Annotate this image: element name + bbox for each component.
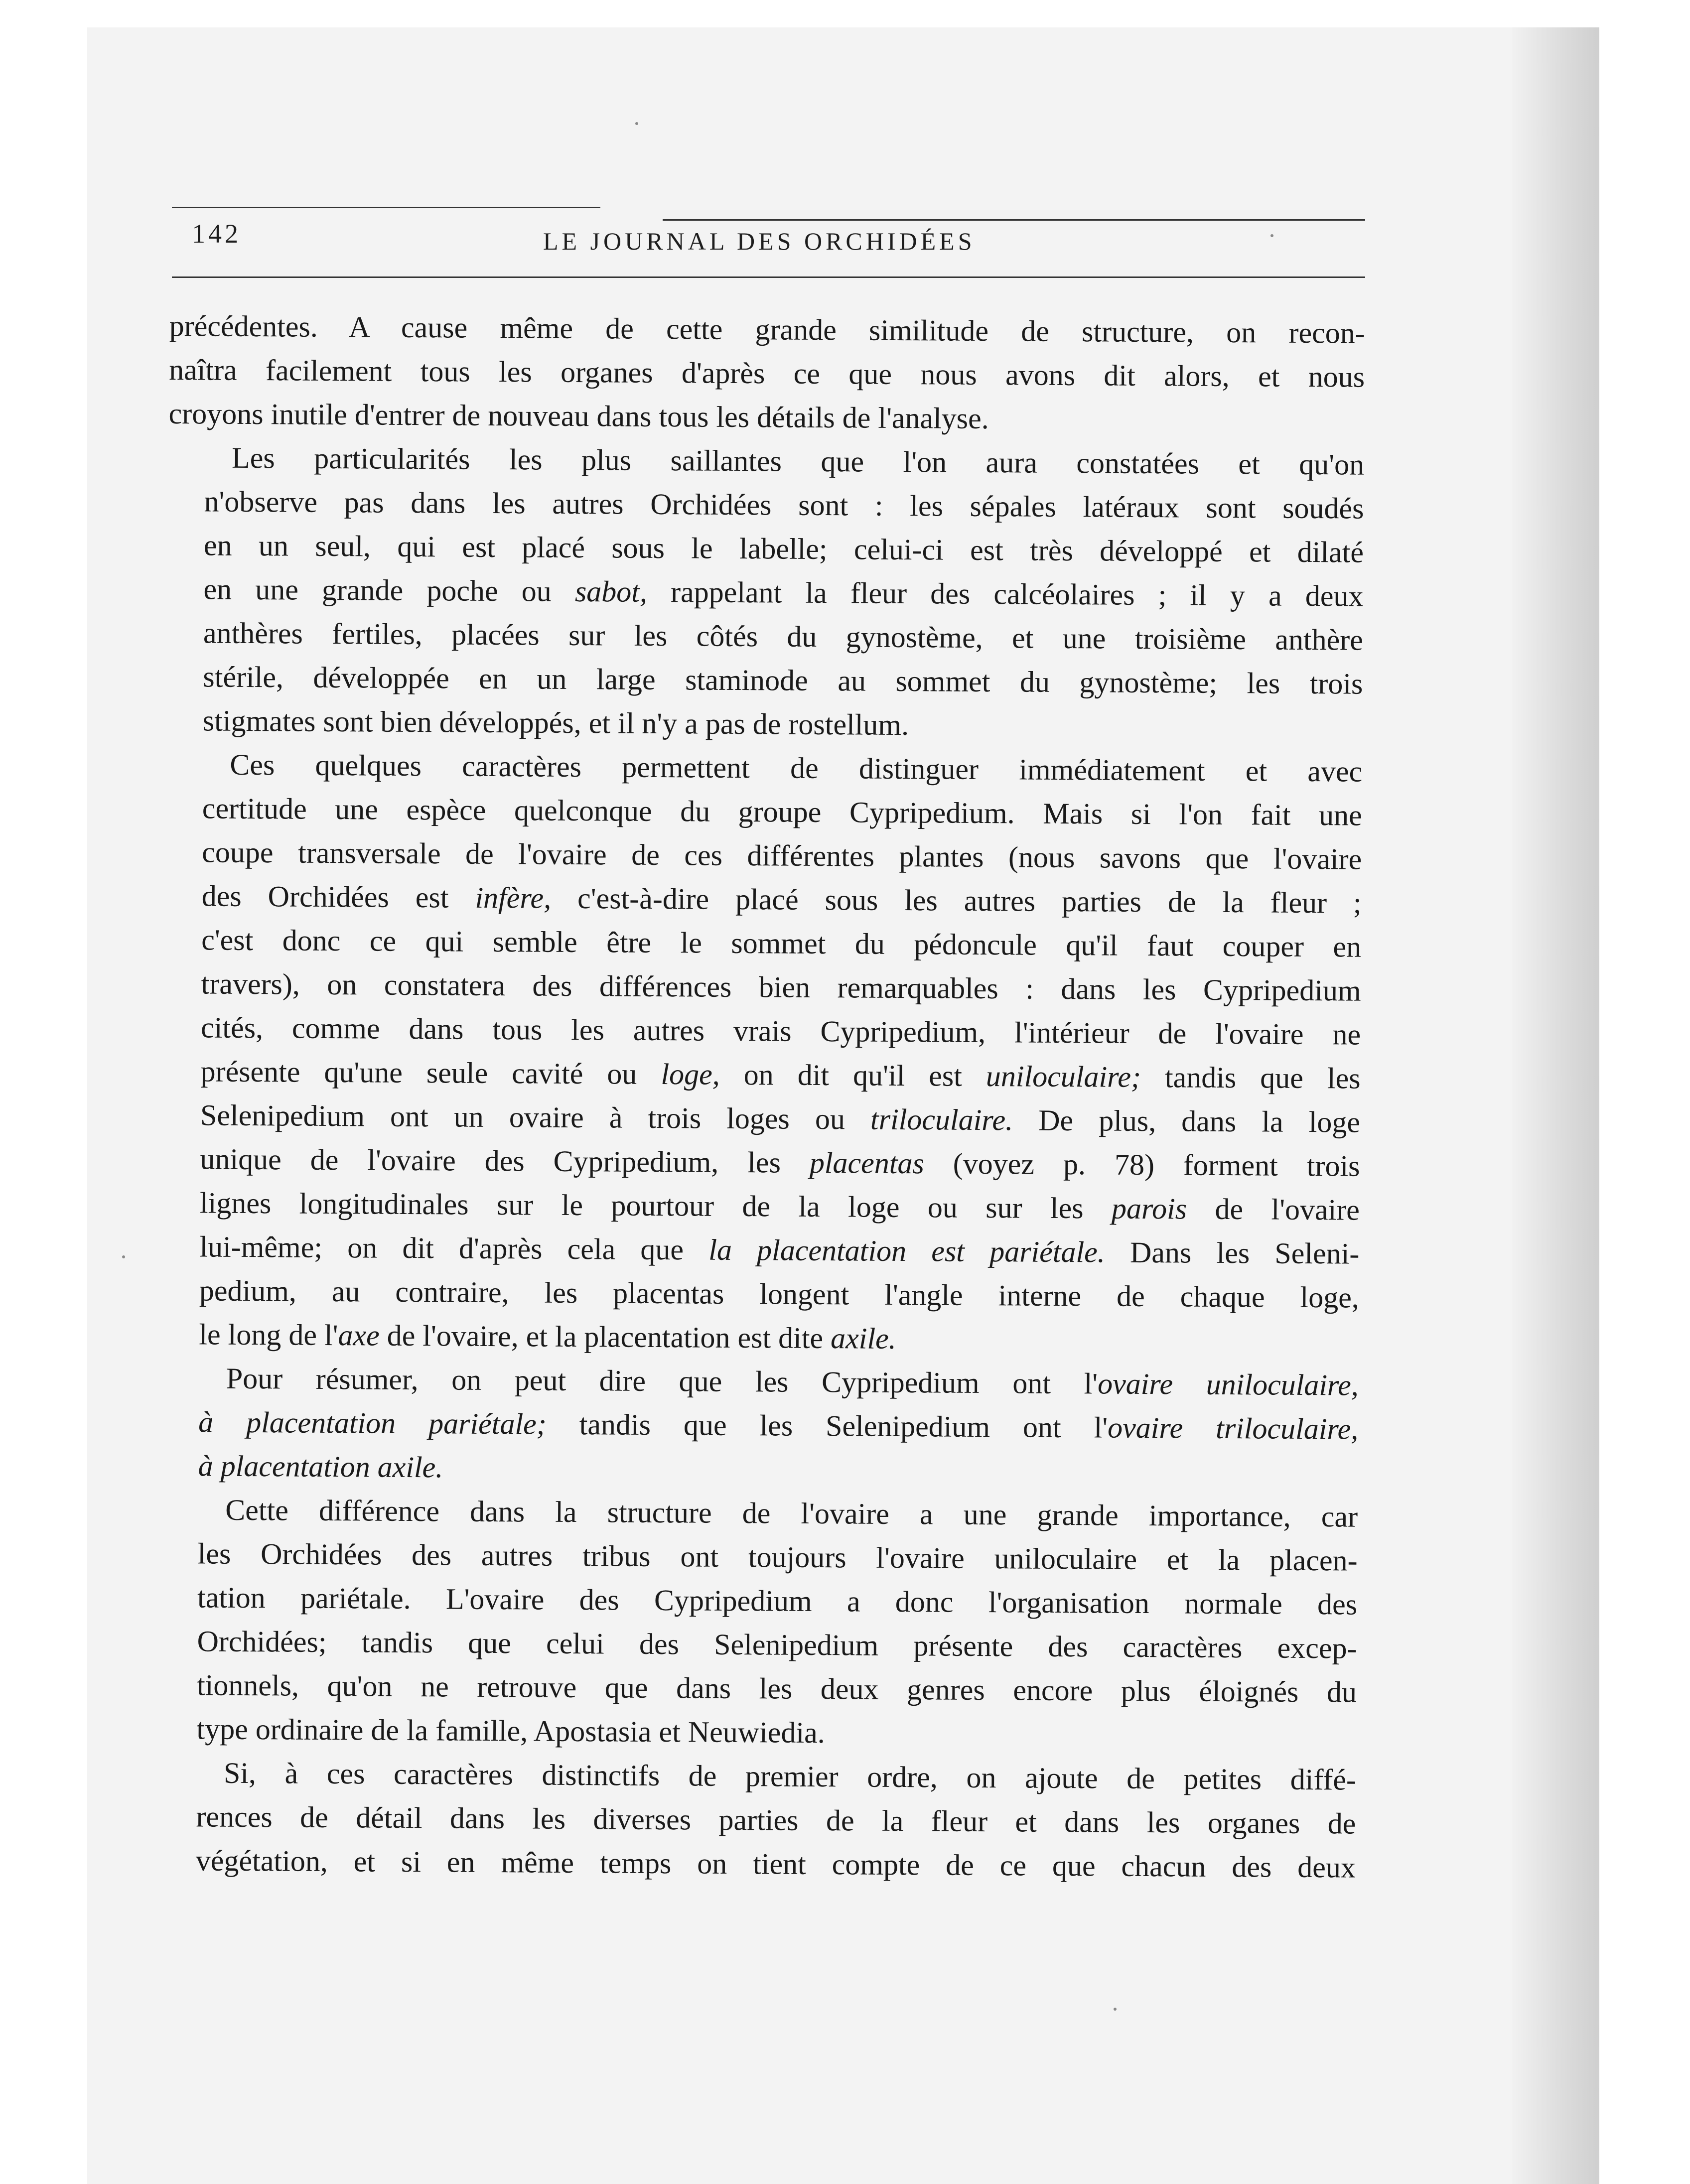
paragraph [168, 304, 1365, 443]
text-line: cités, comme dans tous les autres vrais Cypripedium, l'intérieur de l'ovaire ne [200, 1011, 1361, 1051]
scan-speck [1270, 234, 1273, 237]
paragraph [160, 1488, 1358, 1758]
text-line: lui-même; on dit d'après cela que la placentation est pariétale. Dans les Seleni- [199, 1230, 1360, 1270]
text-line: type ordinaire de la famille, Apostasia et Neuwiedia. [196, 1712, 825, 1750]
header-rule-left [172, 207, 600, 208]
paragraph [160, 1751, 1357, 1890]
page-number: 142 [192, 219, 241, 249]
text-line: c'est donc ce qui semble être le sommet du pédoncule qu'il faut couper en [201, 923, 1362, 963]
text-line: à placentation pariétale; tandis que les Selenipedium ont l'ovaire triloculaire, [198, 1405, 1359, 1446]
body-text [160, 304, 1365, 1890]
scan-speck [1114, 2008, 1117, 2011]
text-line: Selenipedium ont un ovaire à trois loges ou triloculaire. De plus, dans la loge [200, 1098, 1361, 1139]
text-line: en un seul, qui est placé sous le labelle; celui-ci est très développé et dilaté [203, 529, 1364, 569]
text-line: les Orchidées des autres tribus ont toujours l'ovaire uniloculaire et la placen- [197, 1537, 1358, 1577]
text-line: stigmates sont bien développés, et il n'y a pas de rostellum. [202, 704, 909, 742]
binding-shadow [1510, 27, 1599, 2184]
text-line: n'observe pas dans les autres Orchidées sont : les sépales latéraux sont soudés [204, 485, 1364, 525]
paragraph [163, 742, 1362, 1364]
text-line: anthères fertiles, placées sur les côtés du gynostème, et une troisième anthère [203, 616, 1364, 657]
text-line: stérile, développée en un large staminode au sommet du gynostème; les trois [203, 660, 1363, 700]
header-rule-bottom [172, 276, 1365, 278]
text-line: coupe transversale de l'ovaire de ces différentes plantes (nous savons que l'ovaire [202, 835, 1362, 876]
text-line: Orchidées; tandis que celui des Selenipedium présente des caractères excep- [197, 1625, 1357, 1665]
text-line: précédentes. A cause même de cette grande similitude de structure, on recon- [169, 309, 1365, 350]
header-rule-right [663, 219, 1365, 221]
text-line: Ces quelques caractères permettent de distinguer immédiatement et avec [230, 748, 1363, 788]
scan-speck [122, 1255, 125, 1258]
text-line: Pour résumer, on peut dire que les Cypripedium ont l'ovaire uniloculaire, [226, 1362, 1359, 1402]
running-head: LE JOURNAL DES ORCHIDÉES [543, 227, 976, 255]
text-line: naîtra facilement tous les organes d'après ce que nous avons dit alors, et nous [168, 353, 1365, 394]
scan-speck [635, 122, 638, 125]
text-line: croyons inutile d'entrer de nouveau dans tous les détails de l'analyse. [168, 397, 989, 435]
text-line: travers), on constatera des différences bien remarquables : dans les Cypripedium [201, 967, 1361, 1007]
text-line: Les particularités les plus saillantes que l'on aura constatées et qu'on [231, 441, 1365, 481]
text-line: végétation, et si en même temps on tient compte de ce que chacun des deux [195, 1844, 1356, 1884]
text-line: pedium, au contraire, les placentas longent l'angle interne de chaque loge, [199, 1274, 1360, 1314]
paragraph [162, 1356, 1359, 1495]
text-line: rences de détail dans les diverses parties de la fleur et dans les organes de [196, 1800, 1356, 1840]
text-line: tation pariétale. L'ovaire des Cypripedium a donc l'organisation normale des [197, 1581, 1358, 1621]
text-line: à placentation axile. [198, 1449, 443, 1484]
text-line: des Orchidées est infère, c'est-à-dire placé sous les autres parties de la fleur ; [201, 879, 1362, 920]
text-line: unique de l'ovaire des Cypripedium, les placentas (voyez p. 78) forment trois [200, 1142, 1360, 1183]
text-line: présente qu'une seule cavité ou loge, on dit qu'il est uniloculaire; tandis que les [200, 1055, 1361, 1095]
text-line: le long de l'axe de l'ovaire, et la placentation est dite axile. [199, 1318, 896, 1355]
text-line: certitude une espèce quelconque du groupe Cypripedium. Mais si l'on fait une [202, 792, 1362, 832]
text-line: en une grande poche ou sabot, rappelant la fleur des calcéolaires ; il y a deux [203, 572, 1364, 613]
text-line: Si, à ces caractères distinctifs de premier ordre, on ajoute de petites diffé- [223, 1756, 1357, 1796]
text-line: tionnels, qu'on ne retrouve que dans les deux genres encore plus éloignés du [196, 1668, 1357, 1709]
text-line: lignes longitudinales sur le pourtour de la loge ou sur les parois de l'ovaire [199, 1186, 1360, 1227]
text-line: Cette différence dans la structure de l'ovaire a une grande importance, car [225, 1493, 1358, 1533]
paragraph [167, 435, 1365, 750]
